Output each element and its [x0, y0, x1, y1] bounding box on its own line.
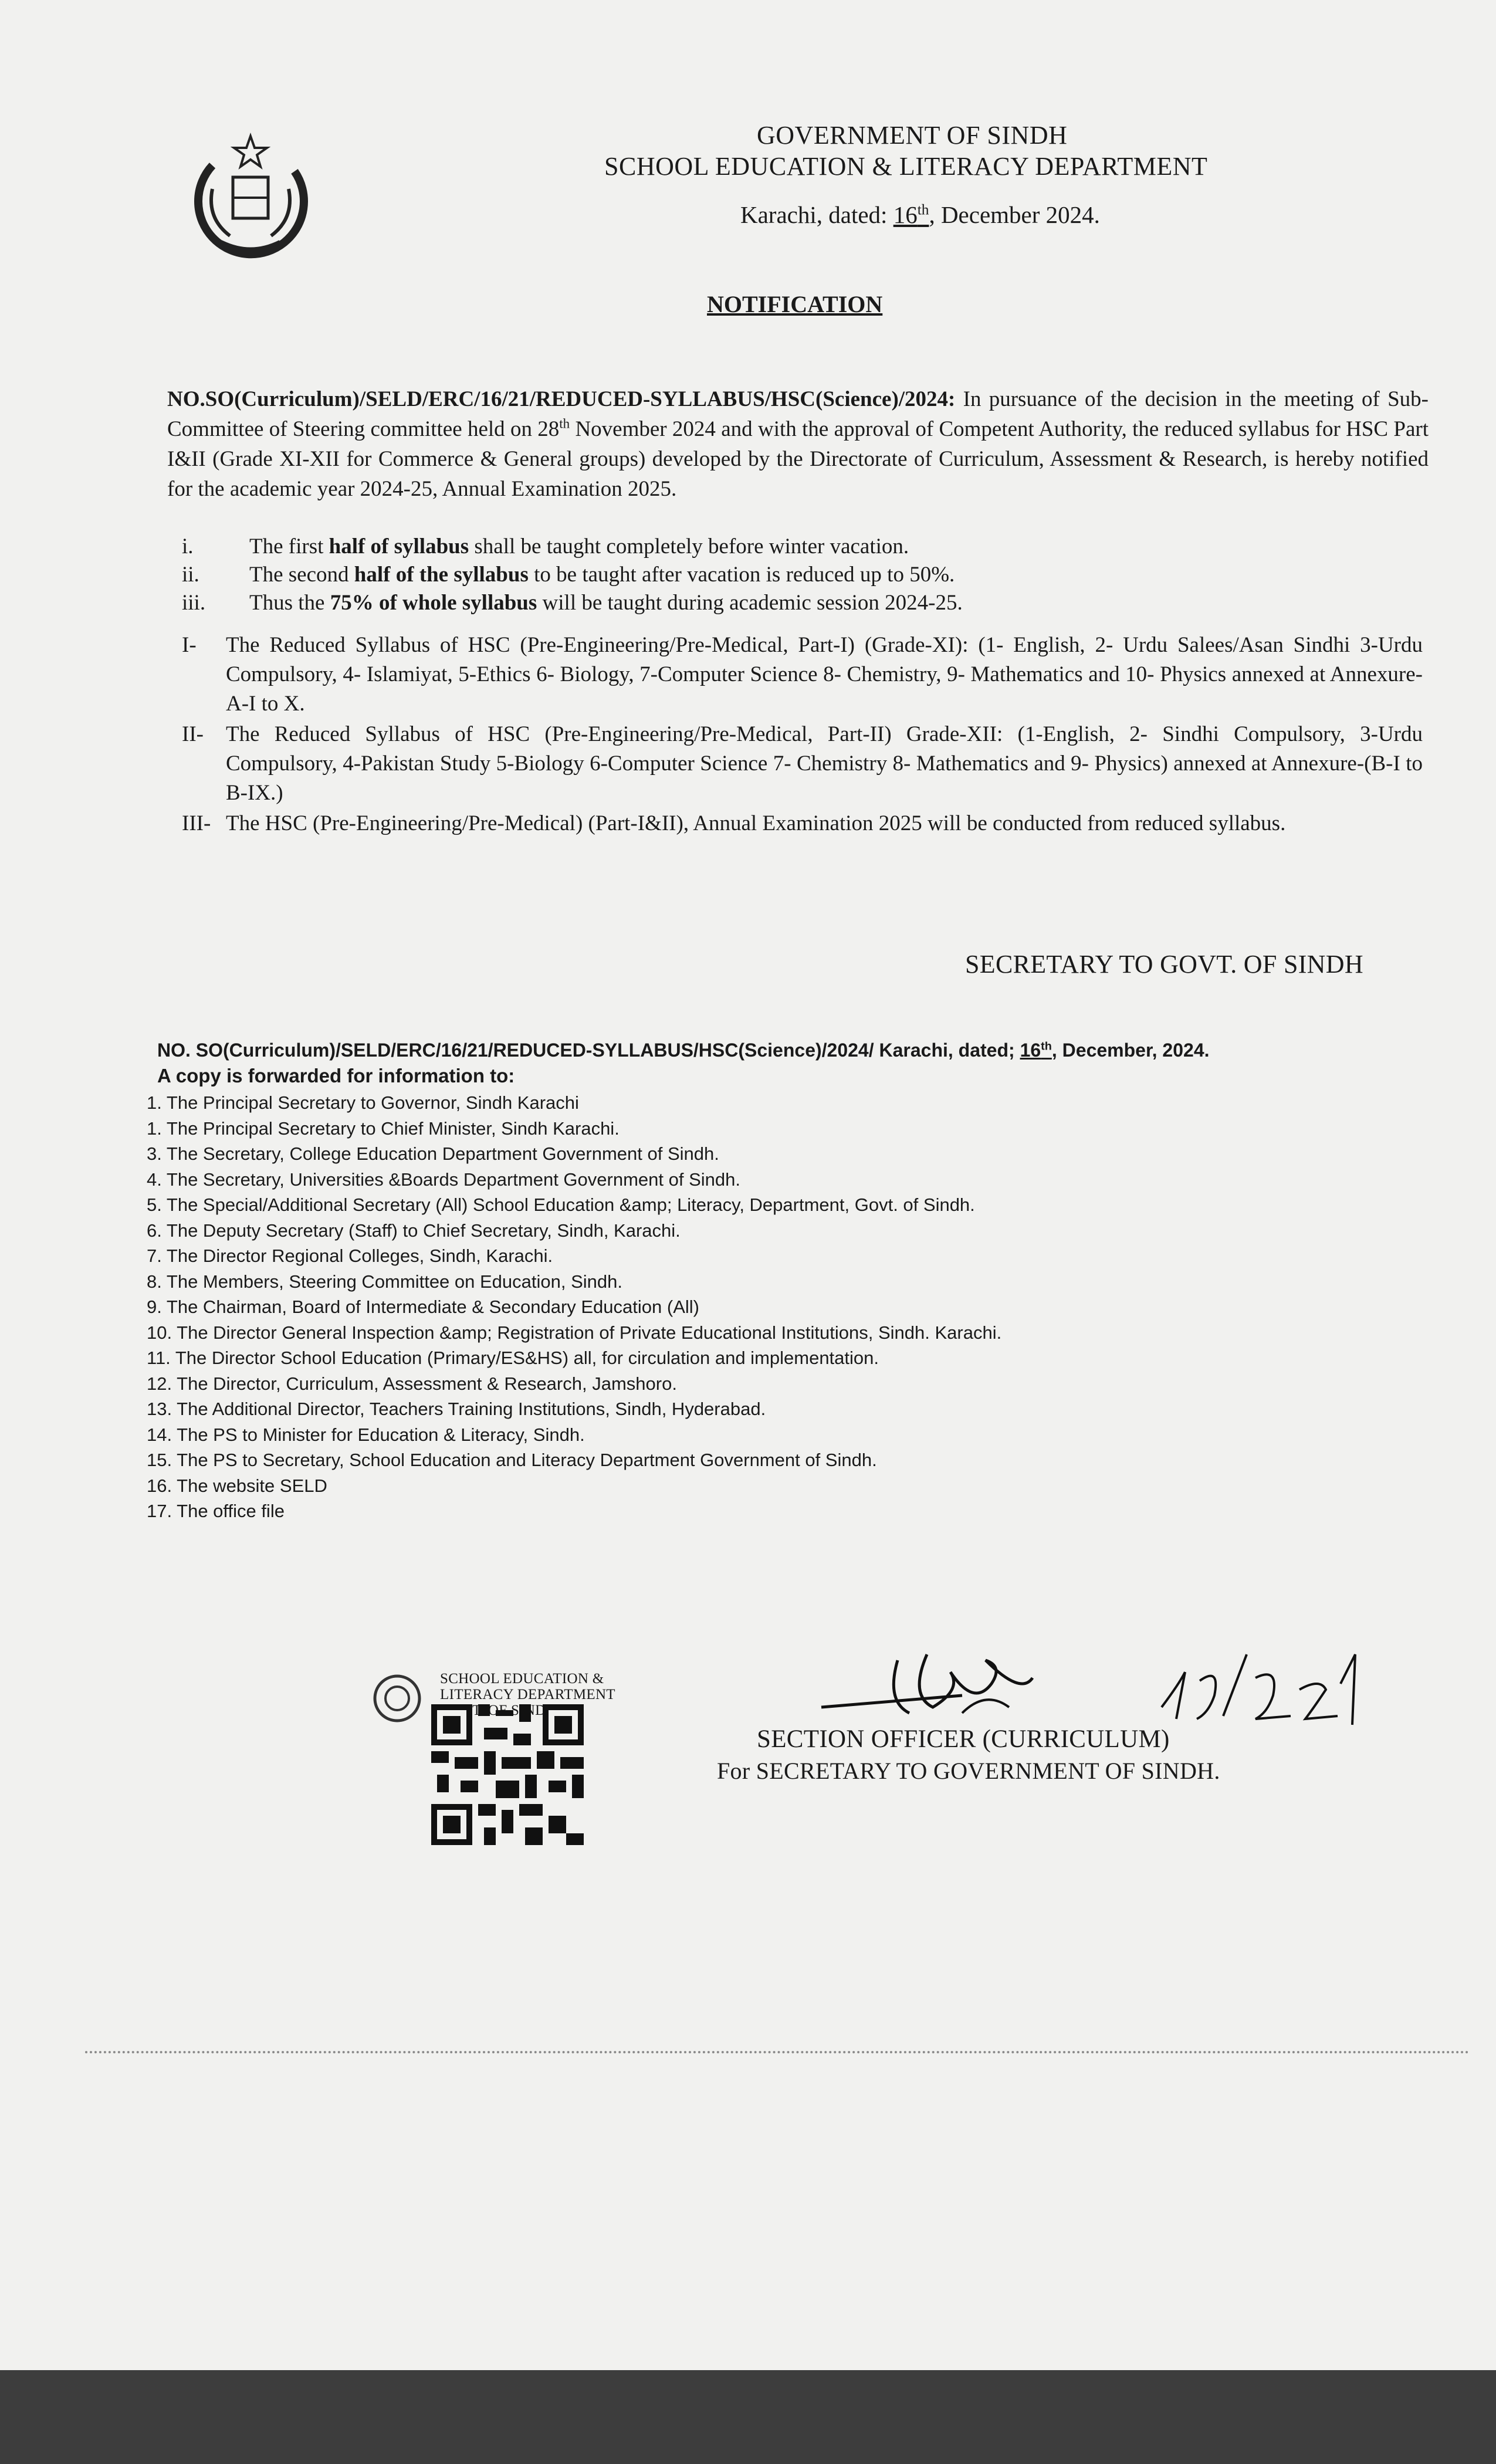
department-seal-icon — [371, 1672, 424, 1725]
list-item: 14. The PS to Minister for Education & Literacy, Sindh. — [147, 1424, 585, 1445]
distribution-list — [147, 1090, 1203, 1524]
qr-code-icon — [431, 1704, 584, 1845]
list-item: I- The Reduced Syllabus of HSC (Pre-Engineering/Pre-Medical, Part-I) (Grade-XI): (1- English, 2- Urdu Salees/Asan Sindhi 3-Urdu Compulsory, 4- Islamiyat, 5-Ethics 6- Biology, 7-Computer Science 8- Chemistry, 9- Mathematics and 10- Physics annexed at Annexure-A-I to X. — [182, 633, 1423, 716]
list-item: 1. The Principal Secretary to Chief Minister, Sindh Karachi. — [147, 1118, 620, 1139]
list-item: 6. The Deputy Secretary (Staff) to Chief Secretary, Sindh, Karachi. — [147, 1220, 681, 1241]
list-item: iii. Thus the 75% of whole syllabus will be taught during academic session 2024-25. — [182, 591, 963, 615]
list-item: i. The first half of syllabus shall be taught completely before winter vacation. — [182, 534, 909, 559]
list-item: 9. The Chairman, Board of Intermediate & Secondary Education (All) — [147, 1297, 699, 1317]
list-item: 11. The Director School Education (Primary/ES&HS) all, for circulation and implementation. — [147, 1348, 879, 1368]
list-item: 10. The Director General Inspection &amp; Registration of Private Educational Institutions, Sindh. Karachi. — [147, 1322, 1002, 1343]
sindh-government-crest-icon — [189, 130, 312, 265]
notification-body: NO.SO(Curriculum)/SELD/ERC/16/21/REDUCED-SYLLABUS/HSC(Science)/2024: In pursuance of the decision in the meeting of Sub-Committee of Steering committee held on 28th November 2024 and with the approval of Competent Authority, the reduced syllabus for HSC Part I&II (Grade XI-XII for Commerce & General groups) developed by the Directorate of Curriculum, Assessment & Research, is hereby notified for the academic year 2024-25, Annual Examination 2025. — [167, 387, 1429, 501]
syllabus-points-list — [182, 533, 1426, 617]
page-divider — [85, 2051, 1470, 2053]
section-officer-title: SECTION OFFICER (CURRICULUM) — [757, 1725, 1170, 1753]
reference-number: NO.SO(Curriculum)/SELD/ERC/16/21/REDUCED-SYLLABUS/HSC(Science)/2024: — [167, 387, 956, 411]
list-item: 1. The Principal Secretary to Governor, Sindh Karachi — [147, 1092, 579, 1113]
copy-reference-number: NO. SO(Curriculum)/SELD/ERC/16/21/REDUCED-SYLLABUS/HSC(Science)/2024/ Karachi, dated; 16th, December, 2024. — [157, 1040, 1210, 1061]
department-heading: SCHOOL EDUCATION & LITERACY DEPARTMENT — [604, 152, 1208, 181]
department-stamp-text: SCHOOL EDUCATION & LITERACY DEPARTMENT SINDH — [440, 1671, 615, 1718]
list-item: 12. The Director, Curriculum, Assessment & Research, Jamshoro. — [147, 1373, 677, 1394]
secretary-signature-line: SECRETARY TO GOVT. OF SINDH — [965, 950, 1363, 979]
list-item: 17. The office file — [147, 1501, 285, 1521]
list-item: 7. The Director Regional Colleges, Sindh, Karachi. — [147, 1245, 553, 1266]
list-item: 8. The Members, Steering Committee on Education, Sindh. — [147, 1271, 623, 1292]
list-item: 15. The PS to Secretary, School Education and Literacy Department Government of Sindh. — [147, 1450, 877, 1470]
reduced-syllabus-sections — [182, 631, 1423, 840]
copy-intro: A copy is forwarded for information to: — [157, 1065, 515, 1087]
list-item: II- The Reduced Syllabus of HSC (Pre-Engineering/Pre-Medical, Part-II) Grade-XII: (1-English, 2- Sindhi Compulsory, 3-Urdu Compulsory, 4-Pakistan Study 5-Biology 6-Computer Science 7- Chemistry 8- Mathematics and 9- Physics) annexed at Annexure-(B-I to B-IX.) — [182, 722, 1423, 805]
list-item: ii. The second half of the syllabus to be taught after vacation is reduced up to 50%. — [182, 563, 955, 587]
scan-border — [0, 2370, 1496, 2464]
list-item: 4. The Secretary, Universities &Boards Department Government of Sindh. — [147, 1169, 740, 1190]
document-date: Karachi, dated: 16th, December 2024. — [740, 201, 1100, 228]
government-heading: GOVERNMENT OF SINDH — [757, 121, 1068, 150]
notification-title: NOTIFICATION — [707, 291, 883, 317]
list-item: III- The HSC (Pre-Engineering/Pre-Medical) (Part-I&II), Annual Examination 2025 will be conducted from reduced syllabus. — [182, 811, 1286, 835]
list-item: 3. The Secretary, College Education Department Government of Sindh. — [147, 1143, 719, 1164]
for-secretary-line: For SECRETARY TO GOVERNMENT OF SINDH. — [717, 1758, 1220, 1784]
list-item: 5. The Special/Additional Secretary (All) School Education &amp; Literacy, Department, Govt. of Sindh. — [147, 1194, 975, 1215]
list-item: 13. The Additional Director, Teachers Training Institutions, Sindh, Hyderabad. — [147, 1399, 766, 1419]
list-item: 16. The website SELD — [147, 1475, 327, 1496]
